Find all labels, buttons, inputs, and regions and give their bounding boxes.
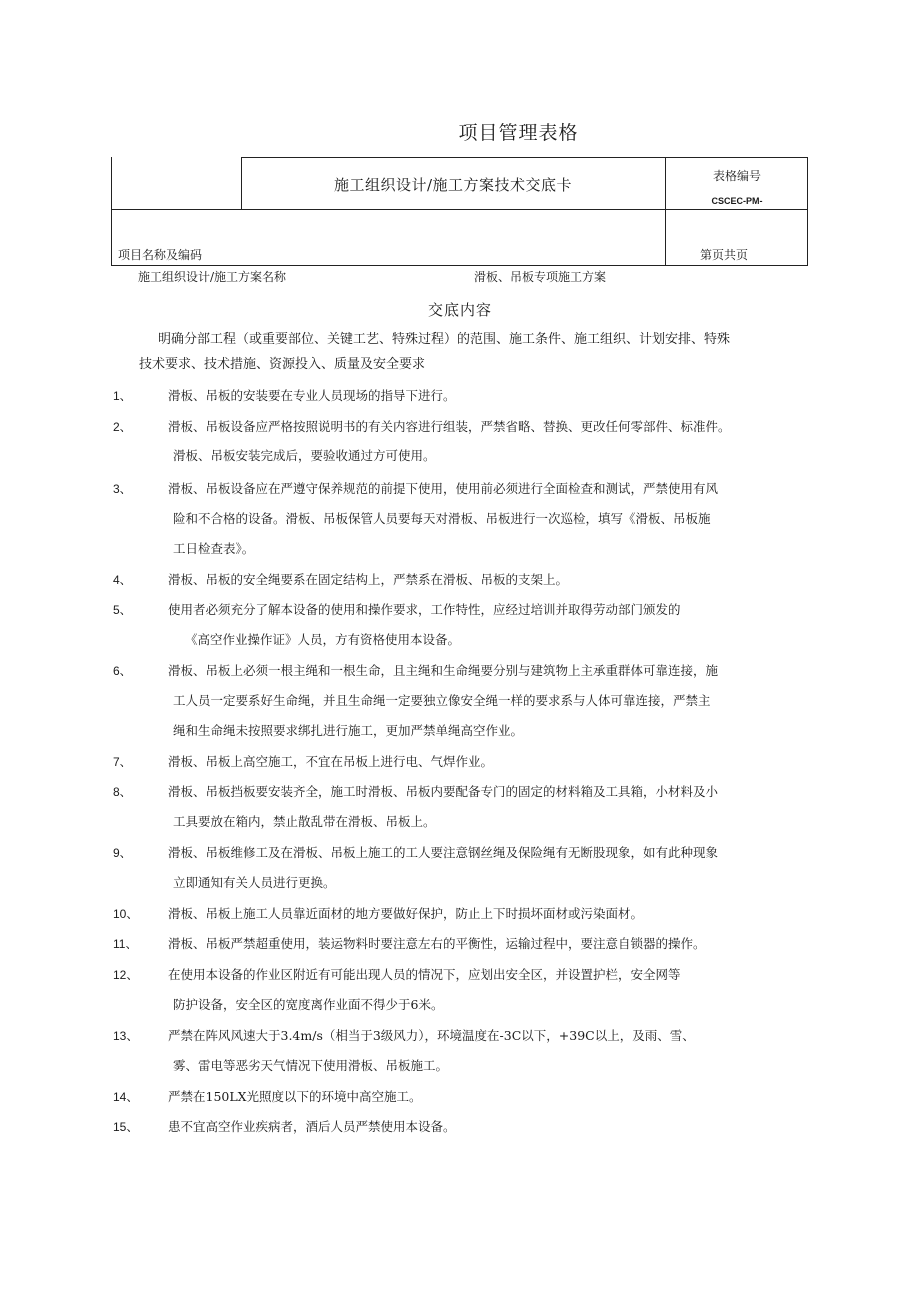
page-count-label: 第页共页 [700,248,749,262]
table-mid-border [111,209,808,210]
item-number: 3、 [113,482,132,496]
item-number: 2、 [113,420,132,434]
item-text: 立即通知有关人员进行更换。 [173,875,336,890]
item-text: 滑板、吊板严禁超重使用，装运物料时要注意左右的平衡性，运输过程中，要注意自锁器的操作。 [168,936,706,951]
table-left-border [111,157,112,265]
table-bottom-border [111,265,808,266]
item-text: 工人员一定要系好生命绳，并且生命绳一定要独立像安全绳一样的要求系与人体可靠连接，严禁主 [173,693,711,708]
item-text: 使用者必须充分了解本设备的使用和操作要求，工作特性，应经过培训并取得劳动部门颁发的 [168,602,681,617]
item-text: 滑板、吊板挡板要安装齐全，施工时滑板、吊板内要配备专门的固定的材料箱及工具箱，小材料及小 [168,784,719,799]
table-top-border [241,157,808,158]
item-text: 严禁在阵风风速大于3.4m/s（相当于3级风力），环境温度在-3C以下，+39C以上，及雨、雪、 [168,1028,695,1043]
item-text: 滑板、吊板的安装要在专业人员现场的指导下进行。 [168,388,456,403]
item-text: 防护设备，安全区的宽度离作业面不得少于6米。 [173,997,444,1012]
form-code-label: 表格编号 [712,169,761,183]
form-code-value: CSCEC-PM- [711,196,763,206]
item-text: 滑板、吊板上高空施工，不宜在吊板上进行电、气焊作业。 [168,754,494,769]
item-text: 险和不合格的设备。滑板、吊板保管人员要每天对滑板、吊板进行一次巡检，填写《滑板、吊板施 [173,511,711,526]
item-number: 7、 [113,755,132,769]
item-text: 工具要放在箱内，禁止散乱带在滑板、吊板上。 [173,814,436,829]
item-number: 14、 [113,1090,139,1104]
item-text: 绳和生命绳未按照要求绑扎进行施工，更加严禁单绳高空作业。 [173,723,524,738]
table-right-border [807,157,808,265]
section-title: 交底内容 [427,301,492,319]
item-number: 9、 [113,846,132,860]
project-name-label: 项目名称及编码 [118,248,203,262]
item-number: 1、 [113,389,132,403]
scheme-name-label: 施工组织设计/施工方案名称 [138,270,287,284]
scheme-name-value: 滑板、吊板专项施工方案 [474,270,607,284]
item-text: 滑板、吊板设备应在严遵守保养规范的前提下使用，使用前必须进行全面检查和测试，严禁使用有风 [168,481,719,496]
item-text: 滑板、吊板上必须一根主绳和一根生命，且主绳和生命绳要分别与建筑物上主承重群体可靠连接，施 [168,663,719,678]
item-number: 4、 [113,573,132,587]
item-text: 雾、雷电等恶劣天气情况下使用滑板、吊板施工。 [173,1058,449,1073]
item-text: 滑板、吊板安装完成后，要验收通过方可使用。 [173,448,436,463]
item-text: 滑板、吊板设备应严格按照说明书的有关内容进行组装，严禁省略、替换、更改任何零部件、标准件。 [168,419,731,434]
item-text: 滑板、吊板维修工及在滑板、吊板上施工的工人要注意钢丝绳及保险绳有无断股现象，如有此种现象 [168,845,719,860]
table-divider-2 [665,157,666,265]
item-number: 12、 [113,968,139,982]
intro-line: 技术要求、技术措施、资源投入、质量及安全要求 [139,357,426,372]
item-text: 工日检查表》。 [173,541,255,556]
item-text: 在使用本设备的作业区附近有可能出现人员的情况下，应划出安全区，并设置护栏，安全网等 [168,967,681,982]
item-number: 15、 [113,1120,139,1134]
item-number: 13、 [113,1029,139,1043]
form-title: 施工组织设计/施工方案技术交底卡 [333,176,573,194]
intro-line: 明确分部工程（或重要部位、关键工艺、特殊过程）的范围、施工条件、施工组织、计划安排、特殊 [158,332,731,347]
page-title: 项目管理表格 [458,122,579,144]
item-number: 10、 [113,907,139,921]
item-text: 严禁在150LX光照度以下的环境中高空施工。 [168,1089,422,1104]
item-number: 6、 [113,664,132,678]
item-text: 患不宜高空作业疾病者，酒后人员严禁使用本设备。 [168,1119,456,1134]
item-text: 滑板、吊板的安全绳要系在固定结构上，严禁系在滑板、吊板的支架上。 [168,572,569,587]
item-number: 11、 [113,937,138,951]
item-text: 《高空作业操作证》人员，方有资格使用本设备。 [185,632,461,647]
item-text: 滑板、吊板上施工人员靠近面材的地方要做好保护，防止上下时损坏面材或污染面材。 [168,906,644,921]
item-number: 8、 [113,785,132,799]
item-number: 5、 [113,603,132,617]
